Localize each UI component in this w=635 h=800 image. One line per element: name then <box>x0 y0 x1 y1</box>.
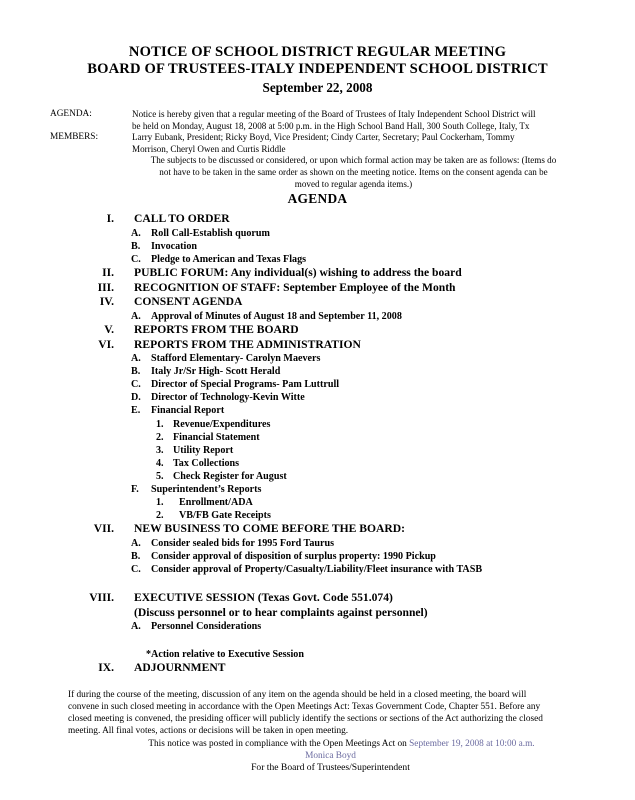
subjects-block <box>0 155 635 190</box>
agenda-item-viii-number: VIII. <box>89 591 114 605</box>
agenda-item-vi-a-number: A. <box>131 353 141 365</box>
agenda-item-vi-e-5-text: Check Register for August <box>173 470 287 482</box>
agenda-item-iv-a-number: A. <box>131 310 141 322</box>
agenda-item-iv-number: IV. <box>99 295 114 309</box>
agenda-item-vi-f-1 <box>0 496 635 509</box>
agenda-item-vi-f-1-text: Enrollment/ADA <box>179 497 253 509</box>
members-label: MEMBERS: <box>50 132 99 143</box>
agenda-item-ix-number: IX. <box>98 661 114 675</box>
agenda-item-i-a-text: Roll Call-Establish quorum <box>151 227 270 239</box>
agenda-list <box>0 212 635 676</box>
agenda-item-i-number: I. <box>106 212 114 226</box>
agenda-item-i-c <box>0 253 635 266</box>
agenda-item-vi-e-number: E. <box>131 405 141 417</box>
agenda-item-vi-e-1-number: 1. <box>156 418 164 430</box>
document-title-line-2: BOARD OF TRUSTEES-ITALY INDEPENDENT SCHOOL DISTRICT <box>87 61 548 77</box>
agenda-notice-text <box>132 109 589 132</box>
agenda-item-iv <box>0 295 635 310</box>
agenda-spacer <box>0 576 635 591</box>
agenda-item-vi-e-3-text: Utility Report <box>173 444 234 456</box>
agenda-item-vi-f-2-text: VB/FB Gate Receipts <box>179 510 271 522</box>
posting-statement <box>68 738 579 750</box>
agenda-item-vi-c-number: C. <box>131 379 141 391</box>
agenda-item-vi-number: VI. <box>98 337 114 351</box>
agenda-item-viii-a-number: A. <box>131 621 141 633</box>
agenda-item-vi-e-3-number: 3. <box>156 444 164 456</box>
agenda-item-i-b <box>0 240 635 253</box>
agenda-item-vi-f-number: F. <box>131 484 139 496</box>
subjects-line-2: not have to be taken in the same order as shown on the meeting notice. Items on the consent agenda can be <box>159 166 548 177</box>
agenda-item-vi-e-4-number: 4. <box>156 457 164 469</box>
agenda-item-vi-a-text: Stafford Elementary- Carolyn Maevers <box>151 353 321 365</box>
agenda-item-viii-a-text: Personnel Considerations <box>151 621 262 633</box>
closing-line-4: meeting. All final votes, actions or decisions will be taken in open meeting. <box>68 725 349 736</box>
agenda-item-i-c-text: Pledge to American and Texas Flags <box>151 253 307 265</box>
agenda-item-iii-title: RECOGNITION OF STAFF: September Employee of the Month <box>134 280 456 294</box>
agenda-item-vi-e <box>0 404 635 417</box>
agenda-item-viii <box>0 591 635 606</box>
agenda-item-vi-e-4-text: Tax Collections <box>173 457 240 469</box>
agenda-item-vi-e-text: Financial Report <box>151 405 225 417</box>
agenda-item-i-title: CALL TO ORDER <box>134 212 230 226</box>
agenda-item-vii <box>0 522 635 537</box>
agenda-item-vi-f-2-number: 2. <box>156 510 164 522</box>
agenda-item-vii-b <box>0 550 635 563</box>
subjects-line-1: The subjects to be discussed or considered, or upon which formal action may be taken are as follows: (Items do <box>150 155 557 166</box>
closing-line-3: closed meeting is convened, the presiding officer will publicly identify the sections or sections of the Act authorizing the closed <box>68 713 543 724</box>
signature-name: Monica Boyd <box>305 750 356 761</box>
agenda-item-vii-a-number: A. <box>131 537 141 549</box>
agenda-item-iii-number: III. <box>97 280 114 294</box>
agenda-item-vi-f-text: Superintendent’s Reports <box>151 484 262 496</box>
agenda-item-viii-title: EXECUTIVE SESSION (Texas Govt. Code 551.074) <box>134 591 393 605</box>
agenda-notice-line-2: be held on Monday, August 18, 2008 at 5:00 p.m. in the High School Band Hall, 300 South College, Italy, Tx <box>132 120 530 131</box>
agenda-item-viii-subtitle-row <box>0 606 635 621</box>
document-header <box>0 0 635 96</box>
agenda-item-vi-d <box>0 391 635 404</box>
agenda-item-vi <box>0 338 635 353</box>
document-title-line-1: NOTICE OF SCHOOL DISTRICT REGULAR MEETING <box>128 44 507 60</box>
agenda-item-i-c-number: C. <box>131 253 141 265</box>
agenda-notice-row <box>50 109 589 132</box>
agenda-item-vi-e-1 <box>0 418 635 431</box>
agenda-item-vi-f <box>0 483 635 496</box>
agenda-item-vi-b-text: Italy Jr/Sr High- Scott Herald <box>151 366 281 378</box>
agenda-item-vi-a <box>0 352 635 365</box>
agenda-item-iii <box>0 281 635 296</box>
agenda-item-vii-b-text: Consider approval of disposition of surplus property: 1990 Pickup <box>151 551 436 562</box>
members-line-2: Morrison, Cheryl Owen and Curtis Riddle <box>132 143 286 154</box>
agenda-item-vii-a-text: Consider sealed bids for 1995 Ford Taurus <box>151 537 335 549</box>
agenda-item-vii-c-text: Consider approval of Property/Casualty/Liability/Fleet insurance with TASB <box>151 564 483 576</box>
agenda-item-v-title: REPORTS FROM THE BOARD <box>134 322 299 336</box>
agenda-spacer-2 <box>0 633 635 648</box>
members-line-1: Larry Eubank, President; Ricky Boyd, Vice President; Cindy Carter, Secretary; Paul Cockerham, Tommy <box>132 132 515 143</box>
agenda-item-viii-subtitle-spacer <box>0 606 114 621</box>
agenda-item-vi-e-2-number: 2. <box>156 431 164 443</box>
agenda-notice-line-1: Notice is hereby given that a regular meeting of the Board of Trustees of Italy Independent School District will <box>132 109 536 119</box>
executive-session-action-note: *Action relative to Executive Session <box>146 649 304 661</box>
agenda-item-vii-c <box>0 563 635 576</box>
members-row <box>50 132 589 155</box>
agenda-item-i-a <box>0 227 635 240</box>
agenda-item-vi-e-5 <box>0 470 635 483</box>
agenda-item-ii <box>0 266 635 281</box>
agenda-item-vi-e-4 <box>0 457 635 470</box>
agenda-item-vii-number: VII. <box>93 522 114 536</box>
document-date: September 22, 2008 <box>262 80 373 95</box>
agenda-item-ix <box>0 661 635 676</box>
agenda-item-vi-f-2 <box>0 509 635 522</box>
agenda-item-vii-title: NEW BUSINESS TO COME BEFORE THE BOARD: <box>134 522 406 536</box>
agenda-item-vi-e-1-text: Revenue/Expenditures <box>173 418 271 430</box>
agenda-item-vii-a <box>0 537 635 550</box>
agenda-item-vi-b-number: B. <box>131 366 141 378</box>
posting-date: September 19, 2008 at 10:00 a.m. <box>409 738 535 749</box>
agenda-label: AGENDA: <box>50 109 92 119</box>
agenda-item-vii-c-number: C. <box>131 564 141 576</box>
agenda-item-i-a-number: A. <box>131 227 141 239</box>
agenda-item-vi-title: REPORTS FROM THE ADMINISTRATION <box>134 337 361 351</box>
agenda-item-ii-title: PUBLIC FORUM: Any individual(s) wishing to address the board <box>134 266 462 280</box>
agenda-item-i <box>0 212 635 227</box>
agenda-item-vi-f-1-number: 1. <box>156 497 164 509</box>
agenda-item-viii-a <box>0 620 635 633</box>
agenda-item-vi-c-text: Director of Special Programs- Pam Luttrull <box>151 379 340 391</box>
agenda-item-vi-e-2-text: Financial Statement <box>173 431 260 443</box>
agenda-item-ix-title: ADJOURNMENT <box>134 661 226 675</box>
agenda-item-iv-a <box>0 310 635 323</box>
agenda-item-ii-number: II. <box>102 266 114 280</box>
closing-paragraph <box>0 690 635 774</box>
closing-line-1: If during the course of the meeting, discussion of any item on the agenda should be held in a closed meeting, the board will <box>68 690 527 701</box>
intro-block <box>0 109 635 155</box>
agenda-item-vi-c <box>0 378 635 391</box>
agenda-item-i-b-number: B. <box>131 240 141 252</box>
agenda-item-vi-d-text: Director of Technology-Kevin Witte <box>151 392 305 404</box>
agenda-heading: AGENDA <box>287 191 348 207</box>
agenda-item-viii-subtitle: (Discuss personnel or to hear complaints against personnel) <box>134 605 428 619</box>
agenda-item-i-b-text: Invocation <box>151 240 197 252</box>
subjects-line-3: moved to regular agenda items.) <box>294 178 413 189</box>
posting-statement-prefix: This notice was posted in compliance with the Open Meetings Act on <box>148 738 410 749</box>
agenda-item-iv-a-text: Approval of Minutes of August 18 and September 11, 2008 <box>151 310 402 322</box>
signature-role: For the Board of Trustees/Superintendent <box>251 762 410 774</box>
agenda-item-vii-b-number: B. <box>131 551 141 562</box>
members-text <box>132 132 589 155</box>
agenda-item-vi-e-2 <box>0 431 635 444</box>
agenda-item-vi-e-3 <box>0 444 635 457</box>
agenda-item-v <box>0 323 635 338</box>
closing-line-2: convene in such closed meeting in accordance with the Open Meetings Act: Texas Government Code, Chapter 551. Before any <box>68 701 541 712</box>
agenda-item-vi-b <box>0 365 635 378</box>
agenda-item-vi-d-number: D. <box>131 392 141 404</box>
agenda-item-v-number: V. <box>104 322 114 336</box>
agenda-item-vi-e-5-number: 5. <box>156 470 164 482</box>
agenda-item-iv-title: CONSENT AGENDA <box>134 295 243 309</box>
